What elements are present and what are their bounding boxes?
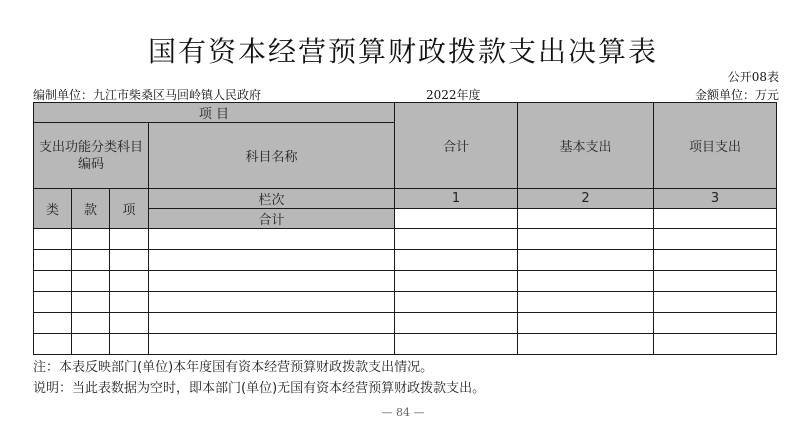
total-row-label: 合计 [149,209,395,229]
table-cell [34,250,72,271]
table-cell [34,313,72,334]
table-row [34,271,777,292]
table-cell [395,271,518,292]
func-code-header: 支出功能分类科目编码 [34,123,149,189]
col-basic-header: 基本支出 [518,103,654,189]
table-cell [149,229,395,250]
table-cell [518,334,654,355]
table-cell [149,313,395,334]
table-cell [34,229,72,250]
table-cell [518,229,654,250]
table-cell [395,229,518,250]
table-cell [654,313,777,334]
table-note: 注：本表反映部门(单位)本年度国有资本经营预算财政拨款支出情况。 [33,360,434,375]
table-explanation: 说明：当此表数据为空时，即本部门(单位)无国有资本经营预算财政拨款支出。 [33,381,486,396]
table-row [34,334,777,355]
form-code: 公开08表 [727,70,779,84]
table-cell [72,334,110,355]
table-cell [34,271,72,292]
table-cell [72,250,110,271]
table-row [34,313,777,334]
table-cell [518,271,654,292]
table-cell [72,271,110,292]
amount-unit-label: 金额单位：万元 [694,88,779,102]
table-cell [110,271,149,292]
xiang-header: 项 [110,189,149,229]
table-cell [110,229,149,250]
table-cell [34,334,72,355]
table-cell [395,334,518,355]
total-cell [395,209,518,229]
budget-table [33,102,777,355]
table-cell [518,292,654,313]
page-number: — 84 — [381,406,425,419]
table-cell [654,229,777,250]
unit-label: 编制单位：九江市柴桑区马回岭镇人民政府 [33,88,262,102]
table-cell [72,229,110,250]
table-cell [518,313,654,334]
table-cell [395,292,518,313]
total-cell [654,209,777,229]
table-cell [149,334,395,355]
row-index-3: 3 [654,189,777,209]
table-cell [654,292,777,313]
header-item: 项 目 [34,103,395,123]
table-cell [110,292,149,313]
table-cell [654,271,777,292]
table-cell [110,334,149,355]
year-label: 2022年度 [426,88,481,102]
lei-header: 类 [34,189,72,229]
table-row [34,292,777,313]
table-cell [654,334,777,355]
row-index-label: 栏次 [149,189,395,209]
total-cell [518,209,654,229]
col-total-header: 合计 [395,103,518,189]
row-index-1: 1 [395,189,518,209]
table-row [34,250,777,271]
table-cell [149,292,395,313]
table-cell [34,292,72,313]
table-cell [149,271,395,292]
table-cell [72,313,110,334]
table-cell [149,250,395,271]
page-title: 国有资本经营预算财政拨款支出决算表 [147,35,658,68]
table-row [34,229,777,250]
kuan-header: 款 [72,189,110,229]
table-cell [110,250,149,271]
table-cell [395,313,518,334]
col-project-header: 项目支出 [654,103,777,189]
row-index-2: 2 [518,189,654,209]
subject-name-header: 科目名称 [149,123,395,189]
table-cell [395,250,518,271]
table-cell [72,292,110,313]
table-cell [654,250,777,271]
table-cell [110,313,149,334]
table-cell [518,250,654,271]
